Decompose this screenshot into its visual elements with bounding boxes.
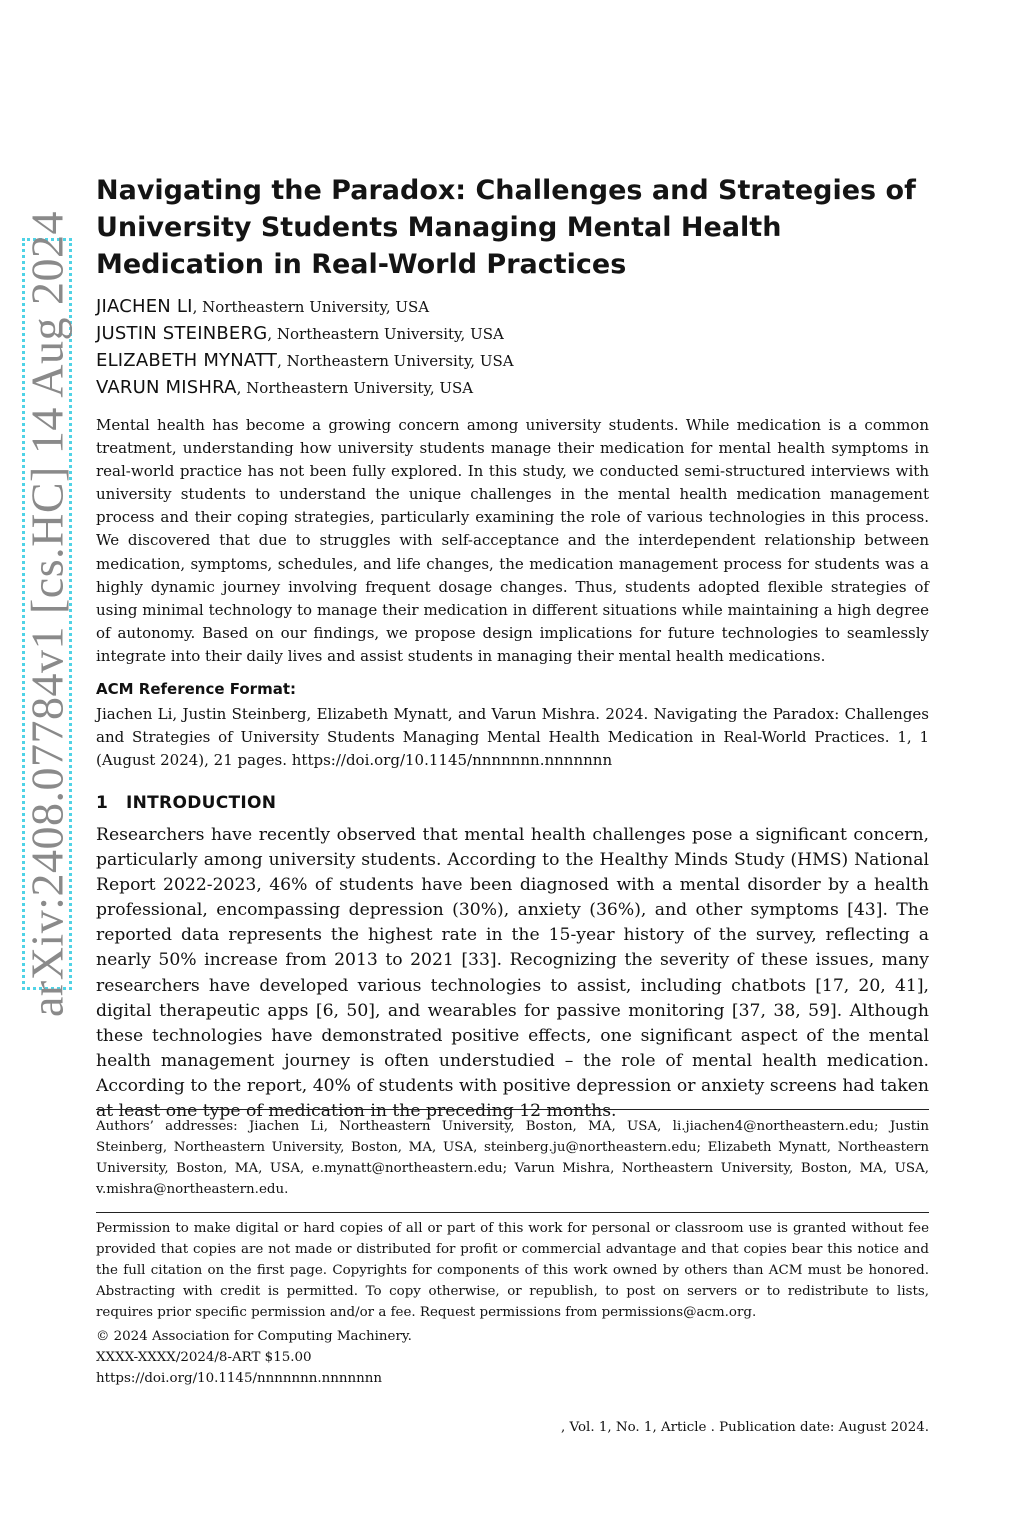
author-entry: [96, 347, 929, 374]
author-addresses: Authors’ addresses: Jiachen Li, Northeastern University, Boston, MA, USA, li.jiachen4@northeastern.edu; Justin Steinberg, Northeastern University, Boston, MA, USA, steinberg.ju@northeastern.edu; Elizabeth Mynatt, Northeastern University, Boston, MA, USA, e.mynatt@northeastern.edu; Varun Mishra, Northeastern University, Boston, MA, USA, v.mishra@northeastern.edu.: [96, 1119, 929, 1197]
section-number: 1: [96, 793, 109, 813]
author-name: JUSTIN STEINBERG: [96, 323, 268, 344]
author-affiliation: , Northeastern University, USA: [192, 298, 430, 316]
abstract: Mental health has become a growing concern among university students. While medication is a common treatment, understanding how university students manage their medication for mental health symptoms in real-world practice has not been fully explored. In this study, we conducted semi-structured interviews with university students to understand the unique challenges in the mental health medication management process and their coping strategies, particularly examining the role of various technologies in this process. We discovered that due to struggles with self-acceptance and the interdependent relationship between medication, symptoms, schedules, and life changes, the medication management process for students was a highly dynamic journey involving frequent dosage changes. Thus, students adopted flexible strategies of using minimal technology to manage their medication in different situations while maintaining a high degree of autonomy. Based on our findings, we propose design implications for future technologies to seamlessly integrate into their daily lives and assist students in managing their mental health medications.: [96, 416, 929, 665]
author-entry: [96, 293, 929, 320]
section-heading: [96, 793, 929, 813]
acm-reference-heading: ACM Reference Format:: [96, 680, 296, 698]
permission-divider: [96, 1212, 929, 1213]
author-affiliation: , Northeastern University, USA: [236, 379, 474, 397]
introduction-body: Researchers have recently observed that mental health challenges pose a significant concern, particularly among university students. According to the Healthy Minds Study (HMS) National Report 2022-2023, 46% of students have been diagnosed with a mental disorder by a health professional, encompassing depression (30%), anxiety (36%), and other symptoms [43]. The reported data represents the highest rate in the 15-year history of the survey, reflecting a nearly 50% increase from 2013 to 2021 [33]. Recognizing the severity of these issues, many researchers have developed various technologies to assist, including chatbots [17, 20, 41], digital therapeutic apps [6, 50], and wearables for passive monitoring [37, 38, 59]. Although these technologies have demonstrated positive effects, one significant aspect of the mental health management journey is often understudied – the role of mental health medication. According to the report, 40% of students with positive depression or anxiety screens had taken at least one type of medication in the preceding 12 months.: [96, 825, 929, 1122]
author-affiliation: , Northeastern University, USA: [277, 352, 514, 370]
copyright-line: © 2024 Association for Computing Machinery.: [96, 1329, 412, 1344]
author-entry: [96, 374, 929, 401]
author-affiliation: , Northeastern University, USA: [267, 325, 504, 343]
section-title: INTRODUCTION: [126, 793, 277, 813]
footnote-divider: [96, 1109, 929, 1110]
arxiv-stamp[interactable]: arXiv:2408.07784v1 [cs.HC] 14 Aug 2024: [21, 210, 73, 1018]
author-name: VARUN MISHRA: [96, 377, 237, 398]
permission-notice: Permission to make digital or hard copies of all or part of this work for personal or classroom use is granted without fee provided that copies are not made or distributed for profit or commercial advantage and that copies bear this notice and the full citation on the first page. Copyrights for components of this work owned by others than ACM must be honored. Abstracting with credit is permitted. To copy otherwise, or republish, to post on servers or to redistribute to lists, requires prior specific permission and/or a fee. Request permissions from permissions@acm.org.: [96, 1221, 929, 1320]
author-name: ELIZABETH MYNATT: [96, 350, 278, 371]
author-entry: [96, 320, 929, 347]
paper-title: Navigating the Paradox: Challenges and Strategies of University Students Managing Mental Health Medication in Real-World Practices: [96, 175, 916, 280]
author-name: JIACHEN LI: [96, 296, 193, 317]
author-list: [96, 293, 929, 401]
publication-footer: , Vol. 1, No. 1, Article . Publication date: August 2024.: [561, 1420, 929, 1435]
acm-reference-text: Jiachen Li, Justin Steinberg, Elizabeth Mynatt, and Varun Mishra. 2024. Navigating the Paradox: Challenges and Strategies of University Students Managing Mental Health Medication in Real-World Practices. 1, 1 (August 2024), 21 pages. https://doi.org/10.1145/nnnnnnn.nnnnnnn: [96, 705, 929, 769]
doi-link[interactable]: https://doi.org/10.1145/nnnnnnn.nnnnnnn: [96, 1371, 382, 1386]
price-code: XXXX-XXXX/2024/8-ART $15.00: [96, 1350, 312, 1365]
